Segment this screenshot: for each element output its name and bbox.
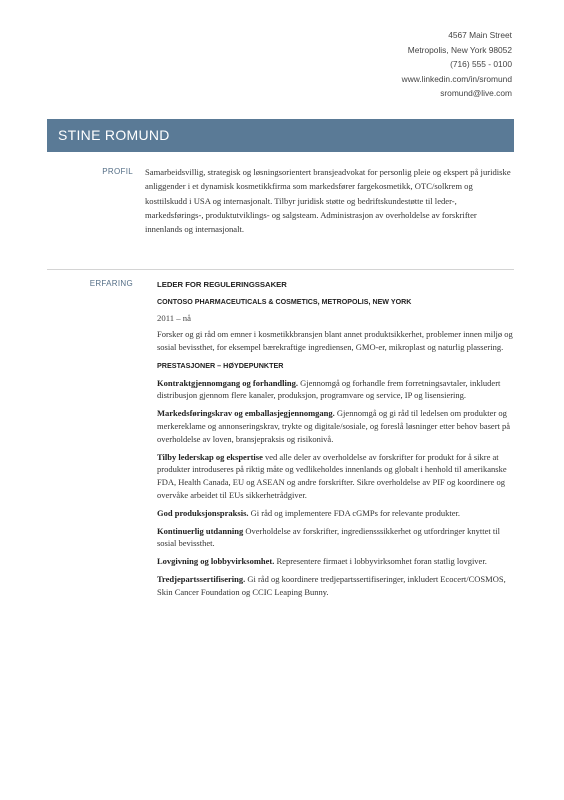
contact-phone: (716) 555 - 0100 <box>450 59 512 69</box>
highlight-title: Kontraktgjennomgang og forhandling. <box>157 377 298 388</box>
highlight-item <box>157 573 517 599</box>
job-description: Forsker og gi råd om emner i kosmetikkbransjen blant annet produktsikkerhet, problemer innen miljø og sosial bevissthet, for eksempel bærekraftige ingrediensen, GMO-er, mikroplast og naturlig plassering. <box>157 329 513 352</box>
candidate-name: STINE ROMUND <box>58 127 170 143</box>
highlight-title: Kontinuerlig utdanning <box>157 525 244 536</box>
highlight-title: Tilby lederskap og ekspertise <box>157 451 263 462</box>
profile-text: Samarbeidsvillig, strategisk og løsningsorientert bransjeadvokat for personlig pleie og ekspert på juridiske anliggender i et dynamisk kosmetikkfirma som markedsfører fargekosmetikk, OTC/solkrem og kosttilskudd i USA og internasjonalt. Tilbyr juridisk støtte og bedriftskundestøtte til leder-, markedsførings-, produktutviklings- og salgsteam. Administrasjon av overholdelse av forskrifter innenlands og internasjonalt. <box>145 167 511 235</box>
highlight-text: Gi råd og koordinere tredjepartssertifiseringer, inkludert Ecocert/COSMOS, Skin Cancer Foundation og CCIC Leaping Bunny. <box>157 573 506 597</box>
contact-street: 4567 Main Street <box>448 30 512 40</box>
highlight-text: Gjennomgå og forhandle frem forretningsavtaler, inkludert distribusjon gjennom flere kanaler, produksjon, programvare og service, IP og lisensiering. <box>157 377 501 401</box>
experience-section <box>157 279 517 599</box>
highlight-item <box>157 451 517 502</box>
highlight-item <box>157 555 517 568</box>
highlight-text: Representere firmaet i lobbyvirksomhet foran statlig lovgiver. <box>274 556 487 567</box>
highlight-title: Markedsføringskrav og emballasjegjennomgang. <box>157 408 335 419</box>
highlight-title: Tredjepartssertifisering. <box>157 573 246 584</box>
highlight-item <box>157 377 517 403</box>
highlight-title: Lovgivning og lobbyvirksomhet. <box>157 556 275 567</box>
highlight-text: Gjennomgå og gi råd til ledelsen om produkter og merkereklame og annonseringskrav, trykte og digitale/sosiale, og foreslå løsninger etter behov basert på overholdelse av loven, bransjepraksis og risikonivå. <box>157 408 511 444</box>
highlight-text: ved alle deler av overholdelse av forskrifter for produkt for å sikre at produkter introduseres på riktig måte og vedlikeholdes innenlands og globalt i henhold til amerikanske FDA, Health Canada, EU og ASEAN og andre forskrifter. Sikre overholdelse av PIF og koordinere og overvåke arbeidet til EUs sikkerhetrådgiver. <box>157 451 507 500</box>
name-banner <box>47 119 514 152</box>
highlight-text: Overholdelse av forskrifter, ingrediensssikkerhet og utfordringer knyttet til sosial bevissthet. <box>157 525 500 549</box>
job-dates: 2011 – nå <box>157 313 191 323</box>
experience-label: ERFARING <box>89 279 133 288</box>
contact-city: Metropolis, New York 98052 <box>407 44 512 55</box>
contact-linkedin[interactable]: www.linkedin.com/in/sromund <box>401 73 512 84</box>
contact-email[interactable]: sromund@live.com <box>440 88 512 98</box>
highlight-item <box>157 525 517 551</box>
section-divider <box>47 269 514 270</box>
highlight-title: God produksjonspraksis. <box>157 507 249 518</box>
highlight-text: Gi råd og implementere FDA cGMPs for relevante produkter. <box>248 507 461 518</box>
company-name: CONTOSO PHARMACEUTICALS & COSMETICS, METROPOLIS, NEW YORK <box>157 298 412 306</box>
highlight-item <box>157 507 517 520</box>
profile-label: PROFIL <box>102 167 133 176</box>
job-title: LEDER FOR REGULERINGSSAKER <box>157 280 287 289</box>
contact-block <box>402 28 512 101</box>
highlights-heading: PRESTASJONER – HØYDEPUNKTER <box>157 360 284 370</box>
highlight-item <box>157 407 517 445</box>
